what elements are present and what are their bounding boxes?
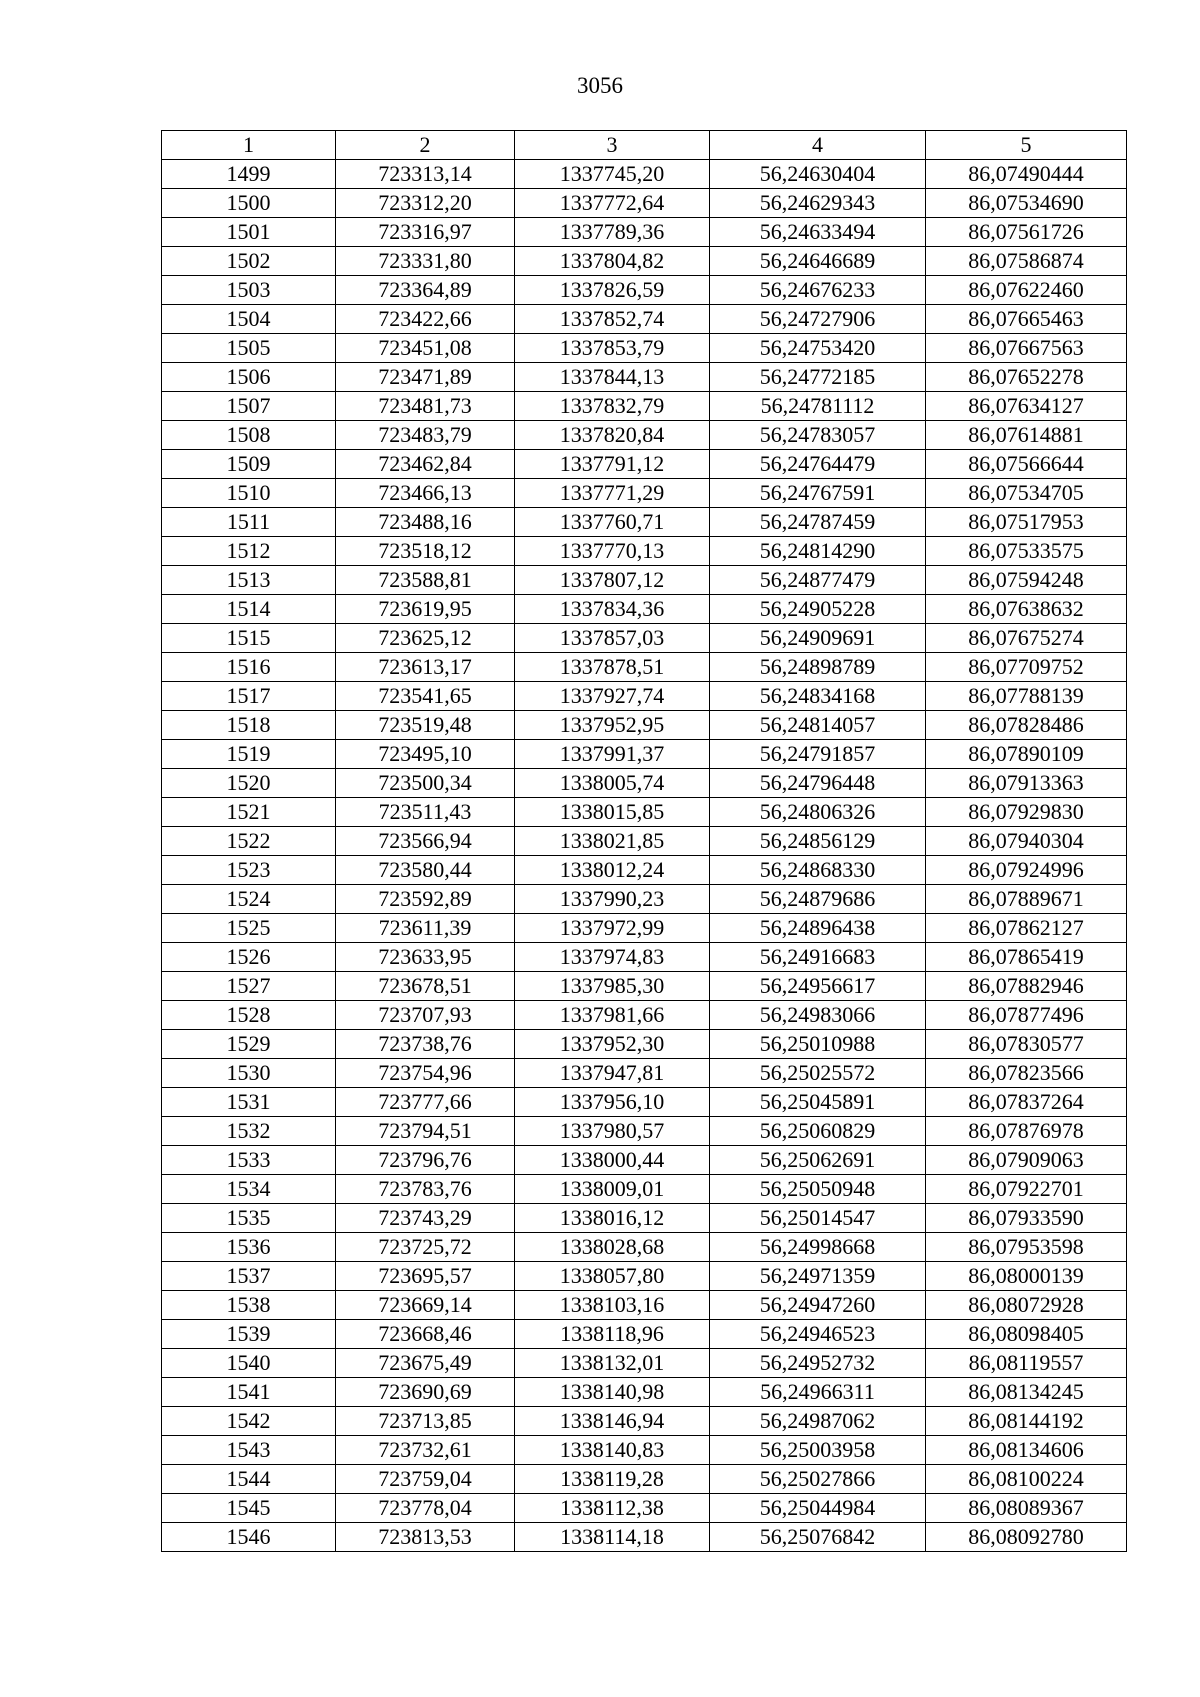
y-coordinate-cell: 1337927,74	[515, 682, 710, 711]
latitude-cell: 56,24971359	[710, 1262, 926, 1291]
table-header	[162, 131, 1127, 160]
table-row	[162, 218, 1127, 247]
x-coordinate-cell: 723364,89	[336, 276, 515, 305]
column-header: 1	[162, 131, 336, 160]
x-coordinate-cell: 723331,80	[336, 247, 515, 276]
point-number-cell: 1527	[162, 972, 336, 1001]
point-number-cell: 1532	[162, 1117, 336, 1146]
latitude-cell: 56,24767591	[710, 479, 926, 508]
y-coordinate-cell: 1338021,85	[515, 827, 710, 856]
longitude-cell: 86,07594248	[926, 566, 1127, 595]
point-number-cell: 1539	[162, 1320, 336, 1349]
latitude-cell: 56,24879686	[710, 885, 926, 914]
y-coordinate-cell: 1337878,51	[515, 653, 710, 682]
longitude-cell: 86,07490444	[926, 160, 1127, 189]
table-row	[162, 1030, 1127, 1059]
latitude-cell: 56,25050948	[710, 1175, 926, 1204]
table-row	[162, 1494, 1127, 1523]
table-row	[162, 1117, 1127, 1146]
table-row	[162, 1175, 1127, 1204]
longitude-cell: 86,07652278	[926, 363, 1127, 392]
point-number-cell: 1521	[162, 798, 336, 827]
point-number-cell: 1545	[162, 1494, 336, 1523]
x-coordinate-cell: 723580,44	[336, 856, 515, 885]
x-coordinate-cell: 723483,79	[336, 421, 515, 450]
point-number-cell: 1523	[162, 856, 336, 885]
longitude-cell: 86,07922701	[926, 1175, 1127, 1204]
latitude-cell: 56,24877479	[710, 566, 926, 595]
y-coordinate-cell: 1337972,99	[515, 914, 710, 943]
longitude-cell: 86,07534690	[926, 189, 1127, 218]
y-coordinate-cell: 1337947,81	[515, 1059, 710, 1088]
longitude-cell: 86,07882946	[926, 972, 1127, 1001]
x-coordinate-cell: 723619,95	[336, 595, 515, 624]
x-coordinate-cell: 723518,12	[336, 537, 515, 566]
point-number-cell: 1517	[162, 682, 336, 711]
x-coordinate-cell: 723488,16	[336, 508, 515, 537]
point-number-cell: 1533	[162, 1146, 336, 1175]
y-coordinate-cell: 1337745,20	[515, 160, 710, 189]
point-number-cell: 1528	[162, 1001, 336, 1030]
table-row	[162, 1349, 1127, 1378]
point-number-cell: 1519	[162, 740, 336, 769]
longitude-cell: 86,07889671	[926, 885, 1127, 914]
x-coordinate-cell: 723566,94	[336, 827, 515, 856]
y-coordinate-cell: 1337852,74	[515, 305, 710, 334]
x-coordinate-cell: 723678,51	[336, 972, 515, 1001]
longitude-cell: 86,08000139	[926, 1262, 1127, 1291]
y-coordinate-cell: 1338005,74	[515, 769, 710, 798]
y-coordinate-cell: 1337807,12	[515, 566, 710, 595]
x-coordinate-cell: 723625,12	[336, 624, 515, 653]
point-number-cell: 1541	[162, 1378, 336, 1407]
point-number-cell: 1501	[162, 218, 336, 247]
latitude-cell: 56,24987062	[710, 1407, 926, 1436]
longitude-cell: 86,07865419	[926, 943, 1127, 972]
table-row	[162, 943, 1127, 972]
longitude-cell: 86,07940304	[926, 827, 1127, 856]
table-row	[162, 334, 1127, 363]
table-row	[162, 682, 1127, 711]
table-row	[162, 1407, 1127, 1436]
point-number-cell: 1510	[162, 479, 336, 508]
latitude-cell: 56,24629343	[710, 189, 926, 218]
table-row	[162, 421, 1127, 450]
latitude-cell: 56,24946523	[710, 1320, 926, 1349]
y-coordinate-cell: 1337760,71	[515, 508, 710, 537]
x-coordinate-cell: 723794,51	[336, 1117, 515, 1146]
y-coordinate-cell: 1337991,37	[515, 740, 710, 769]
point-number-cell: 1524	[162, 885, 336, 914]
point-number-cell: 1514	[162, 595, 336, 624]
latitude-cell: 56,24966311	[710, 1378, 926, 1407]
latitude-cell: 56,24834168	[710, 682, 926, 711]
longitude-cell: 86,07933590	[926, 1204, 1127, 1233]
y-coordinate-cell: 1338140,98	[515, 1378, 710, 1407]
latitude-cell: 56,24787459	[710, 508, 926, 537]
y-coordinate-cell: 1338015,85	[515, 798, 710, 827]
longitude-cell: 86,07614881	[926, 421, 1127, 450]
point-number-cell: 1538	[162, 1291, 336, 1320]
table-row	[162, 1233, 1127, 1262]
table-row	[162, 1320, 1127, 1349]
x-coordinate-cell: 723481,73	[336, 392, 515, 421]
y-coordinate-cell: 1338119,28	[515, 1465, 710, 1494]
point-number-cell: 1546	[162, 1523, 336, 1552]
y-coordinate-cell: 1337980,57	[515, 1117, 710, 1146]
table-row	[162, 769, 1127, 798]
longitude-cell: 86,07877496	[926, 1001, 1127, 1030]
point-number-cell: 1544	[162, 1465, 336, 1494]
longitude-cell: 86,07837264	[926, 1088, 1127, 1117]
latitude-cell: 56,24947260	[710, 1291, 926, 1320]
x-coordinate-cell: 723588,81	[336, 566, 515, 595]
y-coordinate-cell: 1337789,36	[515, 218, 710, 247]
x-coordinate-cell: 723725,72	[336, 1233, 515, 1262]
longitude-cell: 86,07561726	[926, 218, 1127, 247]
y-coordinate-cell: 1338140,83	[515, 1436, 710, 1465]
latitude-cell: 56,24952732	[710, 1349, 926, 1378]
x-coordinate-cell: 723313,14	[336, 160, 515, 189]
point-number-cell: 1530	[162, 1059, 336, 1088]
column-header: 4	[710, 131, 926, 160]
longitude-cell: 86,07709752	[926, 653, 1127, 682]
latitude-cell: 56,24983066	[710, 1001, 926, 1030]
point-number-cell: 1518	[162, 711, 336, 740]
longitude-cell: 86,07823566	[926, 1059, 1127, 1088]
y-coordinate-cell: 1337826,59	[515, 276, 710, 305]
x-coordinate-cell: 723471,89	[336, 363, 515, 392]
table-row	[162, 305, 1127, 334]
y-coordinate-cell: 1338012,24	[515, 856, 710, 885]
x-coordinate-cell: 723707,93	[336, 1001, 515, 1030]
page-number: 3056	[577, 73, 623, 98]
latitude-cell: 56,24814290	[710, 537, 926, 566]
longitude-cell: 86,07953598	[926, 1233, 1127, 1262]
latitude-cell: 56,24806326	[710, 798, 926, 827]
y-coordinate-cell: 1337804,82	[515, 247, 710, 276]
table-row	[162, 1436, 1127, 1465]
x-coordinate-cell: 723613,17	[336, 653, 515, 682]
latitude-cell: 56,24727906	[710, 305, 926, 334]
latitude-cell: 56,24753420	[710, 334, 926, 363]
y-coordinate-cell: 1338057,80	[515, 1262, 710, 1291]
point-number-cell: 1540	[162, 1349, 336, 1378]
x-coordinate-cell: 723690,69	[336, 1378, 515, 1407]
table-row	[162, 566, 1127, 595]
longitude-cell: 86,07913363	[926, 769, 1127, 798]
table-row	[162, 856, 1127, 885]
table-row	[162, 1523, 1127, 1552]
header-row	[162, 131, 1127, 160]
longitude-cell: 86,08119557	[926, 1349, 1127, 1378]
table-row	[162, 740, 1127, 769]
y-coordinate-cell: 1338103,16	[515, 1291, 710, 1320]
x-coordinate-cell: 723754,96	[336, 1059, 515, 1088]
column-header: 3	[515, 131, 710, 160]
longitude-cell: 86,07622460	[926, 276, 1127, 305]
longitude-cell: 86,07638632	[926, 595, 1127, 624]
latitude-cell: 56,24868330	[710, 856, 926, 885]
longitude-cell: 86,08144192	[926, 1407, 1127, 1436]
point-number-cell: 1543	[162, 1436, 336, 1465]
y-coordinate-cell: 1337985,30	[515, 972, 710, 1001]
point-number-cell: 1536	[162, 1233, 336, 1262]
y-coordinate-cell: 1337974,83	[515, 943, 710, 972]
longitude-cell: 86,07665463	[926, 305, 1127, 334]
x-coordinate-cell: 723668,46	[336, 1320, 515, 1349]
point-number-cell: 1505	[162, 334, 336, 363]
table-row	[162, 914, 1127, 943]
y-coordinate-cell: 1338132,01	[515, 1349, 710, 1378]
coordinates-table	[161, 130, 1127, 1552]
table-row	[162, 885, 1127, 914]
latitude-cell: 56,24796448	[710, 769, 926, 798]
point-number-cell: 1529	[162, 1030, 336, 1059]
longitude-cell: 86,08098405	[926, 1320, 1127, 1349]
table-row	[162, 595, 1127, 624]
y-coordinate-cell: 1337956,10	[515, 1088, 710, 1117]
y-coordinate-cell: 1338118,96	[515, 1320, 710, 1349]
latitude-cell: 56,24896438	[710, 914, 926, 943]
longitude-cell: 86,07924996	[926, 856, 1127, 885]
y-coordinate-cell: 1337771,29	[515, 479, 710, 508]
point-number-cell: 1534	[162, 1175, 336, 1204]
table-row	[162, 537, 1127, 566]
latitude-cell: 56,24772185	[710, 363, 926, 392]
point-number-cell: 1516	[162, 653, 336, 682]
table-row	[162, 1378, 1127, 1407]
longitude-cell: 86,07517953	[926, 508, 1127, 537]
latitude-cell: 56,24905228	[710, 595, 926, 624]
table-row	[162, 1465, 1127, 1494]
x-coordinate-cell: 723669,14	[336, 1291, 515, 1320]
longitude-cell: 86,08134245	[926, 1378, 1127, 1407]
y-coordinate-cell: 1337770,13	[515, 537, 710, 566]
longitude-cell: 86,08134606	[926, 1436, 1127, 1465]
latitude-cell: 56,24856129	[710, 827, 926, 856]
x-coordinate-cell: 723519,48	[336, 711, 515, 740]
latitude-cell: 56,24898789	[710, 653, 926, 682]
point-number-cell: 1499	[162, 160, 336, 189]
latitude-cell: 56,25027866	[710, 1465, 926, 1494]
longitude-cell: 86,07533575	[926, 537, 1127, 566]
y-coordinate-cell: 1338028,68	[515, 1233, 710, 1262]
x-coordinate-cell: 723495,10	[336, 740, 515, 769]
table-body	[162, 160, 1127, 1552]
longitude-cell: 86,08089367	[926, 1494, 1127, 1523]
longitude-cell: 86,07890109	[926, 740, 1127, 769]
table-row	[162, 479, 1127, 508]
y-coordinate-cell: 1338016,12	[515, 1204, 710, 1233]
x-coordinate-cell: 723312,20	[336, 189, 515, 218]
longitude-cell: 86,07675274	[926, 624, 1127, 653]
table-row	[162, 624, 1127, 653]
y-coordinate-cell: 1338000,44	[515, 1146, 710, 1175]
x-coordinate-cell: 723743,29	[336, 1204, 515, 1233]
table-row	[162, 711, 1127, 740]
point-number-cell: 1522	[162, 827, 336, 856]
y-coordinate-cell: 1337990,23	[515, 885, 710, 914]
point-number-cell: 1520	[162, 769, 336, 798]
x-coordinate-cell: 723541,65	[336, 682, 515, 711]
table-row	[162, 1088, 1127, 1117]
point-number-cell: 1511	[162, 508, 336, 537]
latitude-cell: 56,24956617	[710, 972, 926, 1001]
latitude-cell: 56,24909691	[710, 624, 926, 653]
x-coordinate-cell: 723462,84	[336, 450, 515, 479]
latitude-cell: 56,24916683	[710, 943, 926, 972]
latitude-cell: 56,24646689	[710, 247, 926, 276]
point-number-cell: 1515	[162, 624, 336, 653]
point-number-cell: 1525	[162, 914, 336, 943]
point-number-cell: 1506	[162, 363, 336, 392]
x-coordinate-cell: 723713,85	[336, 1407, 515, 1436]
latitude-cell: 56,25003958	[710, 1436, 926, 1465]
x-coordinate-cell: 723796,76	[336, 1146, 515, 1175]
column-header: 2	[336, 131, 515, 160]
column-header: 5	[926, 131, 1127, 160]
latitude-cell: 56,24814057	[710, 711, 926, 740]
longitude-cell: 86,07828486	[926, 711, 1127, 740]
x-coordinate-cell: 723466,13	[336, 479, 515, 508]
y-coordinate-cell: 1337952,95	[515, 711, 710, 740]
table-row	[162, 798, 1127, 827]
latitude-cell: 56,24791857	[710, 740, 926, 769]
longitude-cell: 86,07862127	[926, 914, 1127, 943]
point-number-cell: 1502	[162, 247, 336, 276]
point-number-cell: 1537	[162, 1262, 336, 1291]
y-coordinate-cell: 1337853,79	[515, 334, 710, 363]
point-number-cell: 1503	[162, 276, 336, 305]
point-number-cell: 1508	[162, 421, 336, 450]
table-row	[162, 276, 1127, 305]
longitude-cell: 86,07667563	[926, 334, 1127, 363]
longitude-cell: 86,08092780	[926, 1523, 1127, 1552]
latitude-cell: 56,25062691	[710, 1146, 926, 1175]
latitude-cell: 56,25025572	[710, 1059, 926, 1088]
table-row	[162, 1262, 1127, 1291]
latitude-cell: 56,25045891	[710, 1088, 926, 1117]
x-coordinate-cell: 723759,04	[336, 1465, 515, 1494]
table-row	[162, 1059, 1127, 1088]
longitude-cell: 86,07876978	[926, 1117, 1127, 1146]
longitude-cell: 86,08100224	[926, 1465, 1127, 1494]
x-coordinate-cell: 723451,08	[336, 334, 515, 363]
table-row	[162, 653, 1127, 682]
table-row	[162, 1291, 1127, 1320]
longitude-cell: 86,07788139	[926, 682, 1127, 711]
table-row	[162, 363, 1127, 392]
table-row	[162, 1204, 1127, 1233]
longitude-cell: 86,07566644	[926, 450, 1127, 479]
table-row	[162, 827, 1127, 856]
latitude-cell: 56,25010988	[710, 1030, 926, 1059]
y-coordinate-cell: 1337952,30	[515, 1030, 710, 1059]
latitude-cell: 56,25076842	[710, 1523, 926, 1552]
table-row	[162, 392, 1127, 421]
table-row	[162, 1001, 1127, 1030]
y-coordinate-cell: 1337820,84	[515, 421, 710, 450]
x-coordinate-cell: 723695,57	[336, 1262, 515, 1291]
point-number-cell: 1509	[162, 450, 336, 479]
point-number-cell: 1513	[162, 566, 336, 595]
longitude-cell: 86,07830577	[926, 1030, 1127, 1059]
x-coordinate-cell: 723422,66	[336, 305, 515, 334]
x-coordinate-cell: 723813,53	[336, 1523, 515, 1552]
y-coordinate-cell: 1338146,94	[515, 1407, 710, 1436]
point-number-cell: 1535	[162, 1204, 336, 1233]
latitude-cell: 56,24630404	[710, 160, 926, 189]
x-coordinate-cell: 723592,89	[336, 885, 515, 914]
latitude-cell: 56,24764479	[710, 450, 926, 479]
point-number-cell: 1531	[162, 1088, 336, 1117]
latitude-cell: 56,24633494	[710, 218, 926, 247]
point-number-cell: 1504	[162, 305, 336, 334]
y-coordinate-cell: 1338009,01	[515, 1175, 710, 1204]
x-coordinate-cell: 723675,49	[336, 1349, 515, 1378]
table-row	[162, 450, 1127, 479]
table-row	[162, 189, 1127, 218]
longitude-cell: 86,07909063	[926, 1146, 1127, 1175]
x-coordinate-cell: 723611,39	[336, 914, 515, 943]
y-coordinate-cell: 1338114,18	[515, 1523, 710, 1552]
table-row	[162, 160, 1127, 189]
latitude-cell: 56,24783057	[710, 421, 926, 450]
x-coordinate-cell: 723511,43	[336, 798, 515, 827]
y-coordinate-cell: 1337857,03	[515, 624, 710, 653]
table-row	[162, 1146, 1127, 1175]
point-number-cell: 1526	[162, 943, 336, 972]
y-coordinate-cell: 1337772,64	[515, 189, 710, 218]
table-row	[162, 508, 1127, 537]
latitude-cell: 56,25014547	[710, 1204, 926, 1233]
longitude-cell: 86,07634127	[926, 392, 1127, 421]
point-number-cell: 1507	[162, 392, 336, 421]
latitude-cell: 56,24781112	[710, 392, 926, 421]
point-number-cell: 1542	[162, 1407, 336, 1436]
x-coordinate-cell: 723633,95	[336, 943, 515, 972]
y-coordinate-cell: 1337981,66	[515, 1001, 710, 1030]
longitude-cell: 86,08072928	[926, 1291, 1127, 1320]
x-coordinate-cell: 723738,76	[336, 1030, 515, 1059]
latitude-cell: 56,24998668	[710, 1233, 926, 1262]
x-coordinate-cell: 723732,61	[336, 1436, 515, 1465]
y-coordinate-cell: 1337834,36	[515, 595, 710, 624]
point-number-cell: 1512	[162, 537, 336, 566]
x-coordinate-cell: 723316,97	[336, 218, 515, 247]
latitude-cell: 56,25044984	[710, 1494, 926, 1523]
y-coordinate-cell: 1337844,13	[515, 363, 710, 392]
point-number-cell: 1500	[162, 189, 336, 218]
latitude-cell: 56,24676233	[710, 276, 926, 305]
x-coordinate-cell: 723783,76	[336, 1175, 515, 1204]
x-coordinate-cell: 723778,04	[336, 1494, 515, 1523]
longitude-cell: 86,07534705	[926, 479, 1127, 508]
y-coordinate-cell: 1338112,38	[515, 1494, 710, 1523]
table-row	[162, 972, 1127, 1001]
y-coordinate-cell: 1337791,12	[515, 450, 710, 479]
latitude-cell: 56,25060829	[710, 1117, 926, 1146]
table-row	[162, 247, 1127, 276]
longitude-cell: 86,07586874	[926, 247, 1127, 276]
longitude-cell: 86,07929830	[926, 798, 1127, 827]
x-coordinate-cell: 723777,66	[336, 1088, 515, 1117]
y-coordinate-cell: 1337832,79	[515, 392, 710, 421]
x-coordinate-cell: 723500,34	[336, 769, 515, 798]
